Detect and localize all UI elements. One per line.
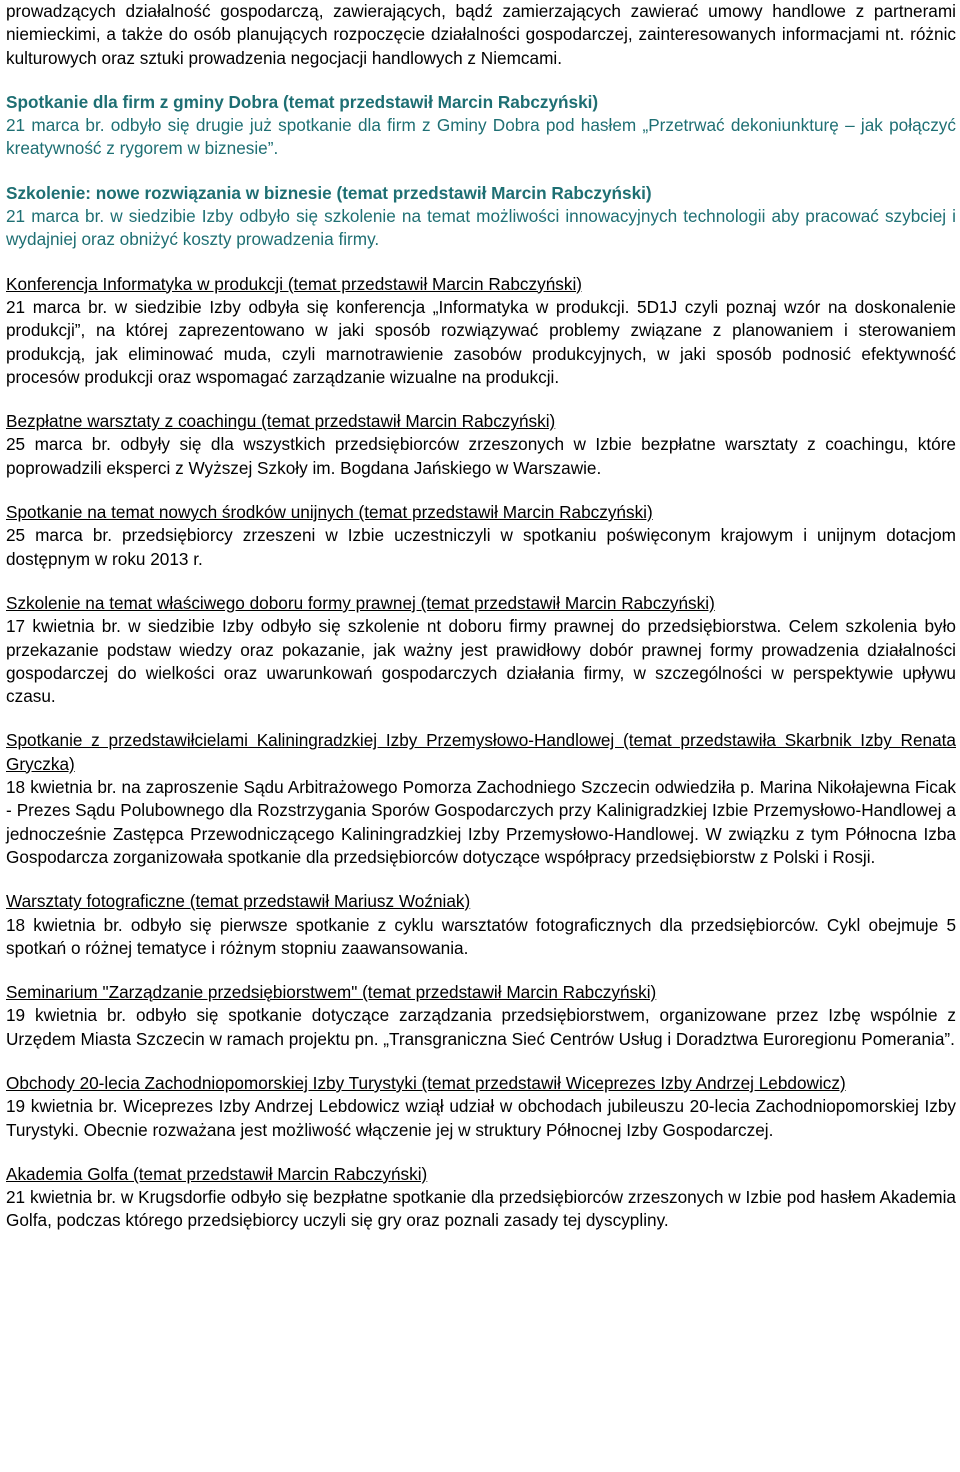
section-kaliningrad xyxy=(6,729,956,869)
section-heading: Akademia Golfa (temat przedstawił Marcin Rabczyński) xyxy=(6,1163,428,1184)
section-heading: Bezpłatne warsztaty z coachingu (temat przedstawił Marcin Rabczyński) xyxy=(6,411,556,432)
section-forma-prawna xyxy=(6,592,956,708)
section-informatyka xyxy=(6,273,956,389)
section-body: 21 kwietnia br. w Krugsdorfie odbyło się bezpłatne spotkanie dla przedsiębiorców zrzeszonych w Izbie pod hasłem Akademia Golfa, podczas którego przedsiębiorcy uczyli się gry oraz poznali zasady tej dyscypliny. xyxy=(6,1187,956,1231)
section-heading: Spotkanie z przedstawiłcielami Kaliningradzkiej Izby Przemysłowo-Handlowej (temat przedstawiła Skarbnik Izby Renata Gryczka) xyxy=(6,730,956,774)
section-heading: Szkolenie: nowe rozwiązania w biznesie (temat przedstawił Marcin Rabczyński) xyxy=(6,182,652,203)
section-srodki-unijne xyxy=(6,501,956,571)
section-body: 21 marca br. w siedzibie Izby odbyło się szkolenie na temat możliwości innowacyjnych technologii aby pracować szybciej i wydajniej oraz obniżyć koszty prowadzenia firmy. xyxy=(6,206,956,250)
section-nowe-rozwiazania xyxy=(6,182,956,252)
section-warsztaty-foto xyxy=(6,890,956,960)
document-page xyxy=(6,0,956,1254)
section-seminarium xyxy=(6,981,956,1051)
section-akademia-golfa xyxy=(6,1163,956,1233)
section-heading: Konferencja Informatyka w produkcji (temat przedstawił Marcin Rabczyński) xyxy=(6,273,582,294)
section-body: 25 marca br. odbyły się dla wszystkich przedsiębiorców zrzeszonych w Izbie bezpłatne warsztaty z coachingu, które poprowadzili eksperci z Wyższej Szkoły im. Bogdana Jańskiego w Warszawie. xyxy=(6,434,956,478)
section-heading: Spotkanie na temat nowych środków unijnych (temat przedstawił Marcin Rabczyński) xyxy=(6,502,653,523)
intro-paragraph: prowadzących działalność gospodarczą, zawierających, bądź zamierzających zawierać umowy handlowe z partnerami niemieckimi, a także do osób planujących rozpoczęcie działalności gospodarczej, zainteresowanych informacjami nt. różnic kulturowych oraz sztuki prowadzenia negocjacji handlowych z Niemcami. xyxy=(6,1,956,68)
section-coaching xyxy=(6,410,956,480)
section-body: 21 marca br. odbyło się drugie już spotkanie dla firm z Gminy Dobra pod hasłem „Przetrwać dekoniunkturę – jak połączyć kreatywność z rygorem w biznesie”. xyxy=(6,115,956,159)
section-dobra xyxy=(6,91,956,161)
section-body: 19 kwietnia br. odbyło się spotkanie dotyczące zarządzania przedsiębiorstwem, organizowane przez Izbę wspólnie z Urzędem Miasta Szczecin w ramach projektu pn. „Transgraniczna Sieć Centrów Usług i Doradztwa Euroregionu Pomerania”. xyxy=(6,1005,956,1049)
section-body: 18 kwietnia br. odbyło się pierwsze spotkanie z cyklu warsztatów fotograficznych dla przedsiębiorców. Cykl obejmuje 5 spotkań o różnej tematyce i różnym stopniu zaawansowania. xyxy=(6,914,956,958)
section-heading: Spotkanie dla firm z gminy Dobra (temat przedstawił Marcin Rabczyński) xyxy=(6,91,599,112)
section-heading: Seminarium "Zarządzanie przedsiębiorstwem" (temat przedstawił Marcin Rabczyński) xyxy=(6,982,657,1003)
section-body: 19 kwietnia br. Wiceprezes Izby Andrzej Lebdowicz wziął udział w obchodach jubileuszu 20-lecia Zachodniopomorskiej Izby Turystyki. Obecnie rozważana jest możliwość włączenie jej w struktury Północnej Izby Gospodarczej. xyxy=(6,1096,956,1140)
section-body: 21 marca br. w siedzibie Izby odbyła się konferencja „Informatyka w produkcji. 5D1J czyli poznaj wzór na doskonalenie produkcji”, na której zaprezentowano w jaki sposób rozwiązywać problemy związane z planowaniem i sterowaniem produkcją, jak eliminować muda, czyli marnotrawienie zasobów produkcyjnych, w jaki sposób podnosić efektywność procesów produkcji oraz wspomagać zarządzanie wizualne na produkcji. xyxy=(6,296,956,387)
section-body: 17 kwietnia br. w siedzibie Izby odbyło się szkolenie nt doboru firmy prawnej do przedsiębiorstwa. Celem szkolenia było przekazanie podstaw wiedzy oraz pokazanie, jak ważny jest prawidłowy dobór prawnej formy prowadzenia działalności gospodarczej do wielkości oraz uwarunkowań gospodarczych działania firmy, w szczególności w perspektywie upływu czasu. xyxy=(6,616,956,707)
section-body: 18 kwietnia br. na zaproszenie Sądu Arbitrażowego Pomorza Zachodniego Szczecin odwiedziła p. Marina Nikołajewna Ficak - Prezes Sądu Polubownego dla Rozstrzygania Sporów Gospodarczych przy Kalinigradzkiej Izbie Przemysłowo-Handlowej a jednocześnie Zastępca Przewodniczącego Kaliningradzkiej Izby Przemysłowo-Handlowej. W związku z tym Północna Izba Gospodarcza zorganizowała spotkanie dla przedsiębiorców dotyczące współpracy przedsiębiorstw z Polski i Rosji. xyxy=(6,777,956,867)
section-body: 25 marca br. przedsiębiorcy zrzeszeni w Izbie uczestniczyli w spotkaniu poświęconym krajowym i unijnym dotacjom dostępnym w roku 2013 r. xyxy=(6,525,956,569)
section-heading: Warsztaty fotograficzne (temat przedstawił Mariusz Woźniak) xyxy=(6,891,471,912)
section-heading: Szkolenie na temat właściwego doboru formy prawnej (temat przedstawił Marcin Rabczyński) xyxy=(6,592,715,613)
section-heading: Obchody 20-lecia Zachodniopomorskiej Izby Turystyki (temat przedstawił Wiceprezes Izby Andrzej Lebdowicz) xyxy=(6,1072,846,1093)
section-obchody xyxy=(6,1072,956,1142)
